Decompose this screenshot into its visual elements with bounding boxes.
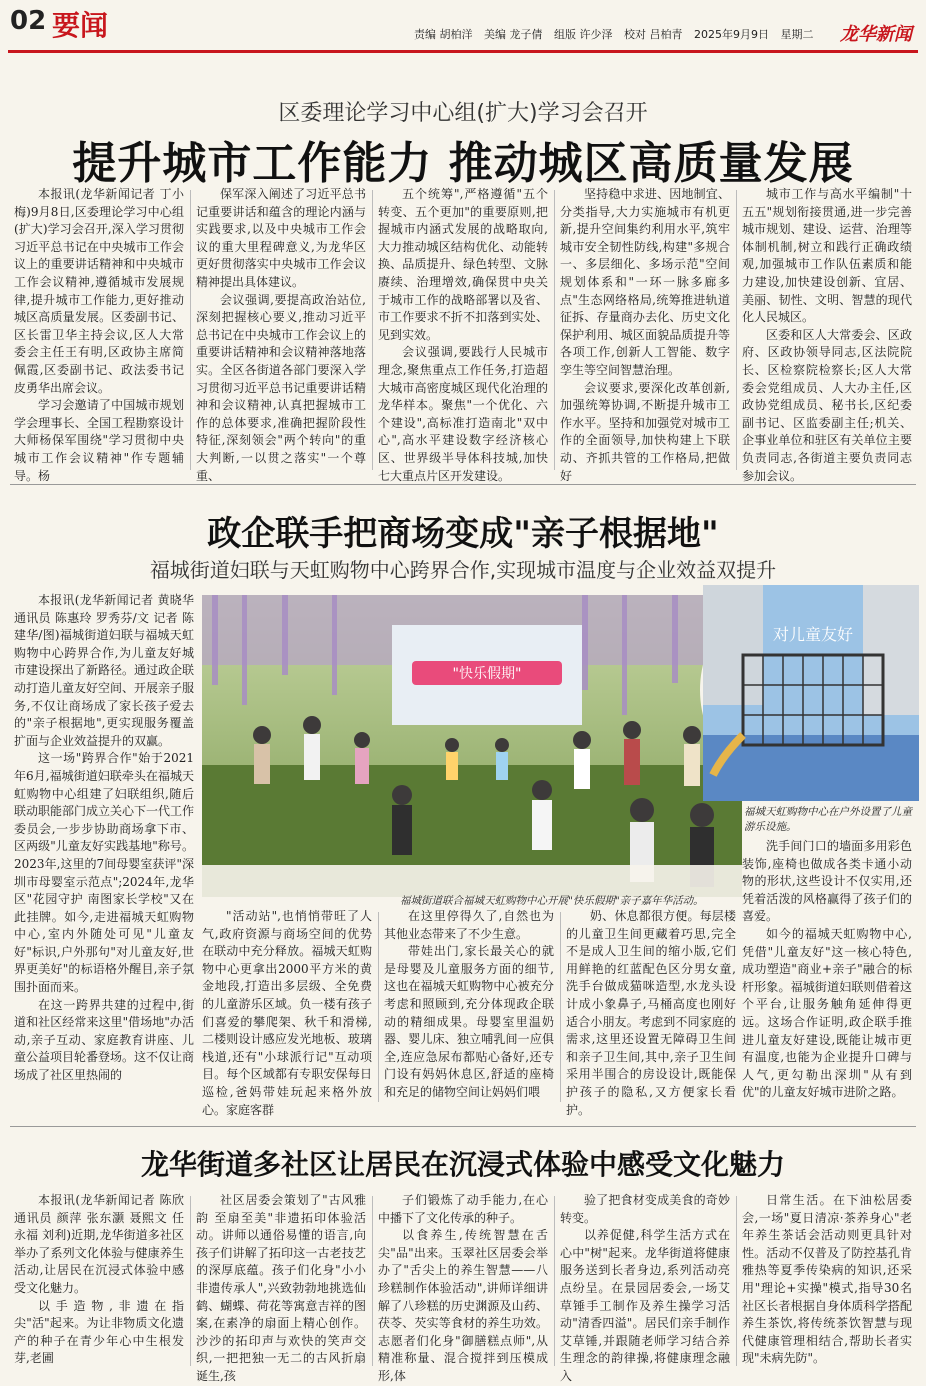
masthead-rule [8, 50, 918, 53]
story2-kicker: 福城街道妇联与天虹购物中心跨界合作,实现城市温度与企业效益双提升 [149, 558, 777, 582]
column-divider [190, 190, 191, 470]
main-photo-caption: 福城街道联合福城天虹购物中心开展"快乐假期"亲子嘉年华活动。 [400, 895, 704, 907]
column-divider [560, 912, 561, 1102]
story1-col-2: 保军深入阐述了习近平总书记重要讲话和蕴含的理论内涵与实践要求,以及中央城市工作会议的重大里程碑意义,为龙华区更好贯彻落实中央城市工作会议精神提出具体建议。 会议强调,要提高政治站位,深刻把握核心要义,推动习近平总书记在中央城市工作会议上的重要讲话精神和会议精神落地落实。全区各街道各部门要深入学习贯彻习近平总书记重要讲话精神和会议精神,认真把握城市工作的总体要求,准确把握阶段性特征,深刻领会"两个转向"的重大判断,一以贯之落实"一个尊重、 [196, 187, 366, 483]
column-divider [554, 1196, 555, 1366]
column-divider [372, 1196, 373, 1366]
story3-col-5: 日常生活。在下油松居委会,一场"夏日清凉·茶养身心"老年养生茶话会活动则更具针对性。活动不仅普及了防控基孔肯雅热等夏季传染病的知识,还采用"理论+实操"模式,指导30名社区长者根据自身体质科学搭配养生茶饮,将传统茶饮智慧与现代健康管理相结合,帮助长者实现"未病先防"。 [742, 1193, 912, 1366]
event-photo-illustration [202, 595, 742, 897]
story2-col-1: 本报讯(龙华新闻记者 黄晓华 通讯员 陈惠玲 罗秀芬/文 记者 陈建华/图)福城街道妇联与福城天虹购物中心跨界合作,为儿童友好城市建设探出了新路径。通过政企联动打造儿童友好空间、开展亲子服务,不仅让商场成了家长孩子爱去的"亲子根据地",更实现服务覆盖扩面与企业效益提升的双赢。 这一场"跨界合作"始于2021年6月,福城街道妇联牵头在福城天虹购物中心组建了妇联组织,随后联动职能部门成立关心下一代工作委员会,一步步协助商场拿下市、区两级"儿童友好实践基地"称号。2023年,这里的7间母婴室获评"深圳市母婴室示范点";2024年,龙华区"花园守护 南图家长学校"又在此挂牌。如今,走进福城天虹购物中心,室内外随处可见"儿童友好"标识,户外那句"对儿童友好,世界更美好"的标语格外醒目,亲子氛围扑面而来。 在这一跨界共建的过程中,街道和社区经常来这里"借场地"办活动,亲子互动、家庭教育讲座、儿童公益项目轮番登场。这不仅让商场成了社区里热闹的 [14, 593, 195, 1083]
page-number: 02 [10, 6, 47, 36]
column-divider [190, 1196, 191, 1366]
story1-col-1: 本报讯(龙华新闻记者 丁小梅)9月8日,区委理论学习中心组(扩大)学习会召开,深入学习贯彻习近平总书记在中央城市工作会议上的重要讲话精神和中央城市工作会议精神,遵循城市发展规律,提升城市工作能力,更好推动城区高质量发展。区委副书记、区长雷卫华主持会议,区人大常委会主任王有明,区政协主席简佩霞,区委副书记、政法委书记皮勇华出席会议。 学习会邀请了中国城市规划学会理事长、全国工程勘察设计大师杨保军围绕"学习贯彻中央城市工作会议精神"作专题辅导。杨 [14, 187, 184, 483]
section-rule [10, 484, 916, 485]
story2-headline: 政企联手把商场变成"亲子根据地" [207, 514, 719, 554]
event-photo [202, 595, 742, 897]
playground-illustration [703, 585, 919, 801]
playground-sign: 对儿童友好 [772, 625, 854, 644]
story3-col-4: 验了把食材变成美食的奇妙转变。 以养促健,科学生活方式在心中"树"起来。龙华街道将健康服务送到长者身边,系列活动亮点纷呈。在景园居委会,一场艾草锤手工制作及养生操学习活动"清香四溢"。居民们亲手制作艾草锤,并跟随老师学习结合养生理念的韵律操,将健康理念融入 [560, 1193, 730, 1383]
column-divider [378, 912, 379, 1102]
story2-col-2: "活动站",也悄悄带旺了人气,政府资源与商场空间的优势在联动中充分释放。福城天虹购物中心更拿出2000平方米的黄金地段,打造出多层级、全免费的儿童游乐区域。负一楼有孩子们喜爱的攀爬架、秋千和滑梯,二楼则设计感应发光地板、玻璃栈道,还有"小球派行记"互动项目。每个区域都有专职安保每日巡检,爸妈带娃玩起来格外放心。家庭客群 [202, 909, 372, 1117]
credit-layout: 组版 许少泽 [554, 28, 613, 41]
story1-col-3: 五个统筹",严格遵循"五个转变、五个更加"的重要原则,把握城市内涵式发展的战略取向,大力推动城区结构优化、动能转换、品质提升、绿色转型、文脉赓续、治理增效,确保贯中央关于城市工作的战略部署以及省、市工作要求不折不扣落到实处、见到实效。 会议强调,要践行人民城市理念,聚焦重点工作任务,打造超大城市高密度城区现代化治理的龙华样本。聚焦"一个优化、六个建设",高标准打造南北"双中心",高水平建设数字经济核心区、世界级半导体科技城,加快七大重点片区开发建设。 [378, 187, 548, 483]
story1-col-5: 城市工作与高水平编制"十五五"规划衔接贯通,进一步完善城市规划、建设、运营、治理等体制机制,树立和践行正确政绩观,加强城市工作队伍素质和能力建设,加快建设创新、宜居、美丽、韧性、文明、智慧的现代化人民城区。 区委和区人大常委会、区政府、区政协领导同志,区法院院长、区检察院检察长;区人大常委会党组成员、人大办主任,区政协党组成员、秘书长,区纪委副书记、区监委副主任;机关、企事业单位和驻区有关单位主要负责同志,各街道主要负责同志参加会议。 [742, 187, 912, 483]
story3-col-1: 本报讯(龙华新闻记者 陈欣 通讯员 颜萍 张东灏 聂熙文 任永福 刘利)近期,龙华街道多社区举办了系列文化体验与健康养生活动,让居民在沉浸式体验中感受文化魅力。 以手造物,非遗在指尖"活"起来。为让非物质文化遗产的种子在青少年心中生根发芽,老圃 [14, 1193, 184, 1366]
story3-col-3: 子们锻炼了动手能力,在心中播下了文化传承的种子。 以食养生,传统智慧在舌尖"品"出来。玉翠社区居委会举办了"舌尖上的养生智慧——八珍糕制作体验活动",讲师详细讲解了八珍糕的历史渊源及山药、茯苓、芡实等食材的养生功效。志愿者们化身"御膳糕点师",从精准称量、混合搅拌到压模成形,体 [378, 1193, 548, 1383]
credit-editor: 责编 胡柏洋 [414, 28, 473, 41]
playground-photo [700, 582, 916, 798]
credits-line [414, 26, 822, 42]
credit-proof: 校对 吕柏青 [624, 28, 683, 41]
round-photo-caption: 福城天虹购物中心在户外设置了儿童游乐设施。 [744, 806, 912, 833]
section-rule [10, 1126, 916, 1127]
event-banner: "快乐假期" [452, 666, 522, 682]
story2-col-3: 在这里停得久了,自然也为其他业态带来了不少生意。 带娃出门,家长最关心的就是母婴及儿童服务方面的细节,这也在福城天虹购物中心被充分考虑和照顾到,充分体现政企联动的精细成果。母婴室里温奶器、婴儿床、独立哺乳间一应俱全,连应急尿布都贴心备好,还专门设有妈妈休息区,舒适的座椅和充足的储物空间让妈妈们喂 [384, 909, 554, 1099]
column-divider [372, 190, 373, 470]
column-divider [736, 190, 737, 470]
story3-col-2: 社区居委会策划了"古风雅韵 至扇至美"非遗拓印体验活动。讲师以通俗易懂的语言,向孩子们讲解了拓印这一古老技艺的深厚底蕴。孩子们化身"小小非遗传承人",兴致勃勃地挑选仙鹤、蝴蝶、荷花等寓意吉祥的图案,在素净的扇面上精心创作。沙沙的拓印声与欢快的笑声交织,一把把独一无二的古风折扇诞生,孩 [196, 1193, 366, 1383]
issue-date: 2025年9月9日 [694, 28, 769, 41]
column-divider [736, 1196, 737, 1366]
story2-col-5: 洗手间门口的墙面多用彩色装饰,座椅也做成各类卡通小动物的形状,这些设计不仅实用,还凭着活泼的风格赢得了孩子们的喜爱。 如今的福城天虹购物中心,凭借"儿童友好"这一核心特色,成功塑造"商业+亲子"融合的标杆形象。福城街道妇联则借着这个平台,让服务触角延伸得更远。这场合作证明,政企联手推进儿童友好建设,既能让城市更有温度,也能为企业提升口碑与人气,更勾勒出深圳"从有到优"的儿童友好城市进阶之路。 [742, 839, 912, 1100]
story1-kicker: 区委理论学习中心组(扩大)学习会召开 [278, 101, 648, 126]
story3-headline: 龙华街道多社区让居民在沉浸式体验中感受文化魅力 [140, 1148, 785, 1181]
story2-col-4: 奶、休息都很方便。每层楼的儿童卫生间更藏着巧思,完全不是成人卫生间的缩小版,它们用鲜艳的红蓝配色区分男女童,洗手台做成猫咪造型,水龙头设计成小象鼻子,马桶高度也刚好适合小朋友。考虑到不同家庭的需求,这里还设置无障碍卫生间和亲子卫生间,其中,亲子卫生间采用半围合的房设设计,既能保护孩子的隐私,又方便家长看护。 [566, 909, 736, 1117]
column-divider [554, 190, 555, 470]
issue-weekday: 星期二 [780, 28, 814, 41]
credit-designer: 美编 龙子倩 [484, 28, 543, 41]
story1-headline: 提升城市工作能力 推动城区高质量发展 [72, 138, 854, 189]
section-title: 要闻 [52, 9, 109, 42]
story1-col-4: 坚持稳中求进、因地制宜、分类指导,大力实施城市有机更新,提升空间集约利用水平,筑牢城市安全韧性防线,构建"多规合一、多层细化、多场示范"空间规划体系和"一环一脉多廊多点"生态网络格局,统筹推进轨道征拆、存量商办去化、历史文化保护利用、城区面貌品质提升等各项工作,创新人工智能、数字孪生等空间智慧治理。 会议要求,要深化改革创新,加强统筹协调,不断提升城市工作水平。坚持和加强党对城市工作的全面领导,加快构建上下联动、齐抓共管的工作格局,把做好 [560, 187, 730, 483]
newspaper-logo: 龙华新闻 [840, 24, 912, 45]
